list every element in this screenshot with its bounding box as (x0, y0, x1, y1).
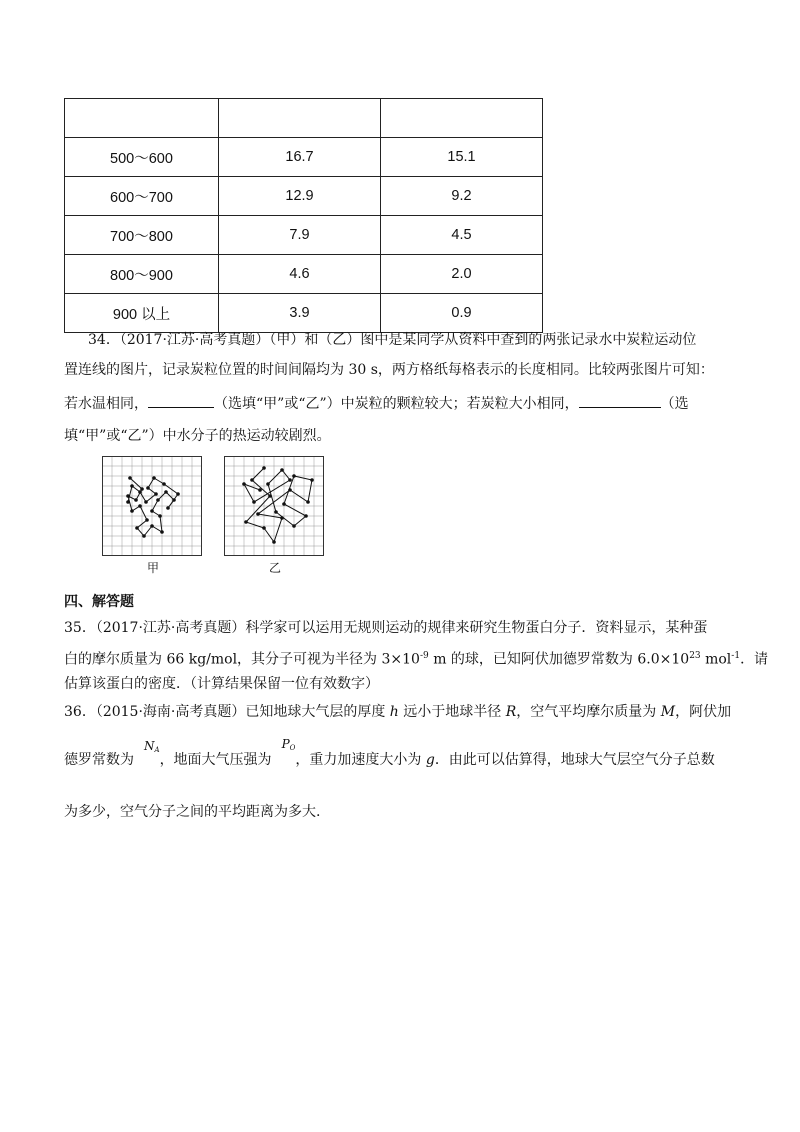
table-cell: 700～800 (65, 216, 219, 255)
q36-line-3: 为多少，空气分子之间的平均距离为多大. (64, 804, 321, 820)
table-cell: 7.9 (219, 216, 381, 255)
math-symbol: P (281, 737, 290, 751)
exponent: -9 (419, 651, 429, 661)
table-cell: 600～700 (65, 177, 219, 216)
math-symbol: M (660, 704, 676, 720)
table-cell: 900 以上 (65, 294, 219, 333)
q34-line-3-text-a: 若水温相同， (64, 396, 148, 412)
exponent: -1 (731, 651, 741, 661)
table-row (65, 294, 543, 333)
math-subscript: A (154, 745, 160, 754)
q36-text: 36．（2015·海南·高考真题）已知地球大气层的厚度 (64, 704, 390, 720)
q36-line-2 (64, 737, 715, 778)
table-row (65, 99, 543, 138)
q35-line-3: 估算该蛋白的密度．（计算结果保留一位有效数字） (64, 676, 379, 692)
q34-line-1: 34．（2017·江苏·高考真题）（甲）和（乙）图中是某同学从资料中查到的两张记录水中炭粒运动位 (88, 332, 697, 348)
q34-line-4: 填“甲”或“乙”）中水分子的热运动较剧烈。 (64, 428, 331, 444)
figure-label-yi: 乙 (269, 561, 282, 575)
math-subscript: O (289, 743, 296, 752)
q36-text: ，空气平均摩尔质量为 (516, 704, 661, 720)
q36-text: ．由此可以估算得，地球大气层空气分子总数 (434, 752, 715, 768)
table-cell: 12.9 (219, 177, 381, 216)
q36-text: ，重力加速度大小为 (295, 752, 426, 768)
q36-text: ，阿伏加 (675, 704, 732, 720)
answer-blank-1[interactable] (148, 393, 214, 408)
q35-text-a: 白的摩尔质量为 66 kg/mol，其分子可视为半径为 3×10 (64, 651, 420, 668)
table-cell (381, 99, 543, 138)
q35-line-2 (64, 644, 768, 672)
math-symbol: g (425, 752, 435, 768)
table-cell (219, 99, 381, 138)
table-cell: 4.6 (219, 255, 381, 294)
grid-figure-yi (224, 456, 324, 556)
figure-label-jia: 甲 (147, 561, 160, 575)
q36-text: 德罗常数为 (64, 752, 134, 768)
math-symbol: N (144, 739, 155, 753)
q36-line-1 (64, 700, 731, 724)
table-cell: 16.7 (219, 138, 381, 177)
table-cell: 0.9 (381, 294, 543, 333)
table-row (65, 216, 543, 255)
q35-line-1: 35．（2017·江苏·高考真题）科学家可以运用无规则运动的规律来研究生物蛋白分子．资料显示，某种蛋 (64, 620, 708, 636)
table-cell: 800～900 (65, 255, 219, 294)
table-cell (65, 99, 219, 138)
q35-text-c: mol (700, 651, 732, 668)
q34-line-3-text-b: （选填“甲”或“乙”）中炭粒的颗粒较大；若炭粒大小相同， (214, 396, 579, 412)
table-cell: 500～600 (65, 138, 219, 177)
table-row (65, 138, 543, 177)
table-cell: 4.5 (381, 216, 543, 255)
q35-text-b: m 的球，已知阿伏加德罗常数为 6.0×10 (428, 651, 690, 668)
q36-text: 远小于地球半径 (398, 704, 506, 720)
grid-figure-jia (102, 456, 202, 556)
q34-line-2: 置连线的图片，记录炭粒位置的时间间隔均为 30 s，两方格纸每格表示的长度相同。比较两张图片可知： (64, 362, 714, 378)
table-row (65, 177, 543, 216)
grid-lines (102, 456, 202, 556)
q34-line-3-text-c: （选 (660, 396, 689, 412)
answer-blank-2[interactable] (579, 393, 661, 408)
q34-line-3 (64, 392, 689, 416)
section-heading: 四、解答题 (64, 594, 134, 610)
table-cell: 15.1 (381, 138, 543, 177)
table-cell: 9.2 (381, 177, 543, 216)
data-table (64, 98, 543, 333)
q36-text: ，地面大气压强为 (159, 752, 272, 768)
table-cell: 3.9 (219, 294, 381, 333)
q35-text-d: ．请 (740, 651, 769, 668)
exponent: 23 (689, 651, 701, 661)
table-row (65, 255, 543, 294)
table-cell: 2.0 (381, 255, 543, 294)
math-symbol: R (505, 704, 517, 720)
math-symbol: h (389, 704, 399, 720)
